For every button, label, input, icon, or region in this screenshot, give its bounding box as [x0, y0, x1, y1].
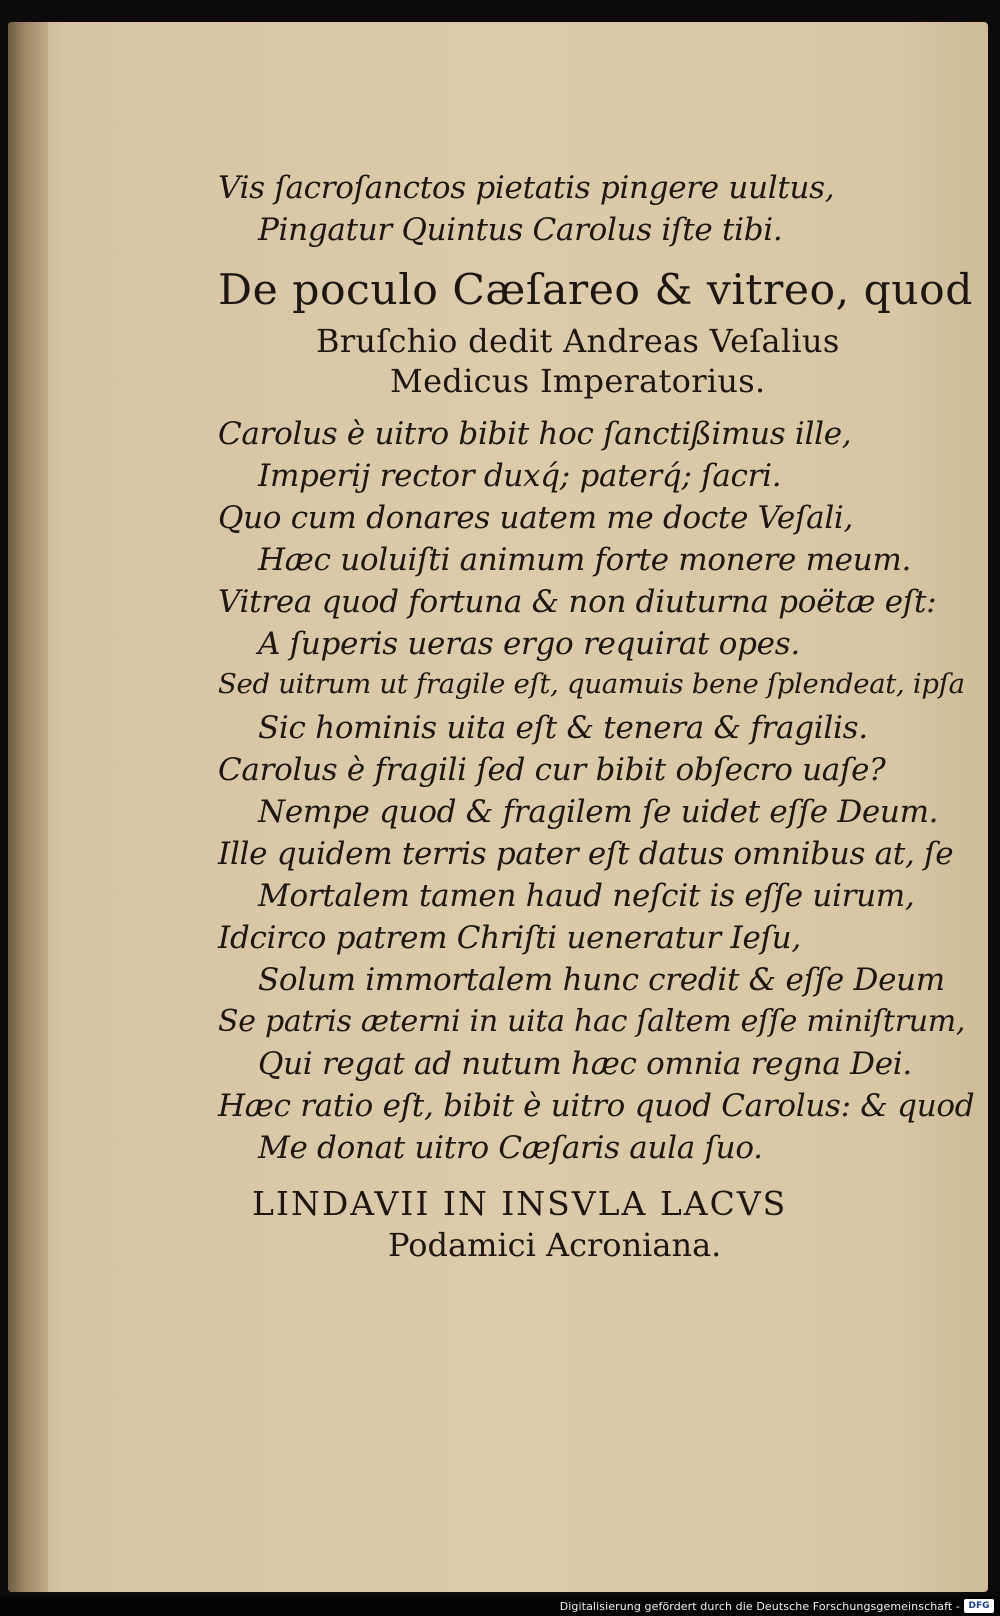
poem-line: A ſuperis ueras ergo requirat opes. [258, 626, 800, 662]
digitization-credit: Digitalisierung gefördert durch die Deutsche Forschungsgemeinschaft - [559, 1600, 960, 1613]
poem-line: Quo cum donares uatem me docte Veſali, [218, 500, 854, 536]
poem-line: Sed uitrum ut fragile eſt, quamuis bene ſplendeat, ipſa [218, 668, 965, 700]
imprint-line: Podamici Acroniana. [388, 1226, 722, 1264]
poem-line: Pingatur Quintus Carolus iſte tibi. [258, 212, 783, 248]
poem-line: Vis ſacroſanctos pietatis pingere uultus, [218, 170, 835, 206]
heading-line: Medicus Imperatorius. [390, 362, 766, 400]
poem-line: Solum immortalem hunc credit & eſſe Deum [258, 962, 945, 998]
poem-line: Qui regat ad nutum hæc omnia regna Dei. [258, 1046, 912, 1082]
dfg-logo-icon: DFG [964, 1599, 994, 1613]
poem-line: Ille quidem terris pater eſt datus omnibus at, ſe [218, 836, 954, 872]
poem-line: Me donat uitro Cæſaris aula ſuo. [258, 1130, 763, 1166]
poem-line: Hæc uoluiſti animum forte monere meum. [258, 542, 912, 578]
poem-line: Idcirco patrem Chriſti ueneratur Ieſu, [218, 920, 801, 956]
imprint-line: LINDAVII IN INSVLA LACVS [252, 1184, 788, 1223]
poem-line: Sic hominis uita eſt & tenera & fragilis. [258, 710, 868, 746]
poem-line: Mortalem tamen haud neſcit is eſſe uirum, [258, 878, 915, 914]
poem-line: Carolus è fragili ſed cur bibit obſecro uaſe? [218, 752, 886, 788]
heading-line: De poculo Cæſareo & vitreo, quod [218, 266, 973, 315]
poem-line: Nempe quod & fragilem ſe uidet eſſe Deum. [258, 794, 939, 830]
poem-line: Se patris æterni in uita hac ſaltem eſſe miniſtrum, [218, 1004, 966, 1039]
poem-line: Hæc ratio eſt, bibit è uitro quod Carolus: & quod [218, 1088, 975, 1124]
heading-line: Bruſchio dedit Andreas Veſalius [316, 322, 840, 360]
poem-line: Carolus è uitro bibit hoc ſanctißimus ille, [218, 416, 852, 452]
poem-line: Imperij rector duxq́; paterq́; ſacri. [258, 458, 782, 494]
poem-line: Vitrea quod fortuna & non diuturna poëtæ eſt: [218, 584, 937, 620]
